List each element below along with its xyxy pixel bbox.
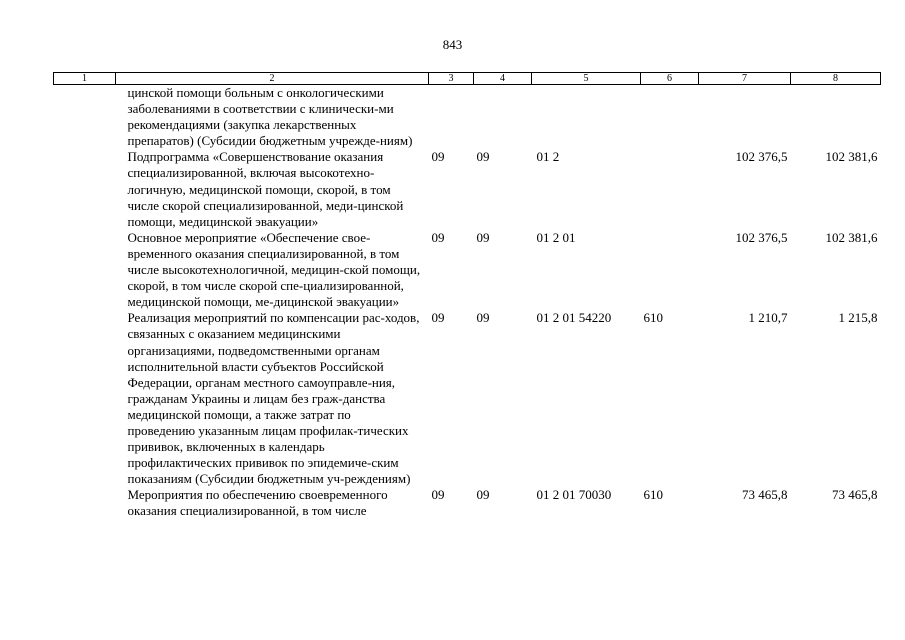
column-number: 4 xyxy=(474,73,532,85)
column-number: 1 xyxy=(54,73,116,85)
section-code-cell: 09 xyxy=(431,229,445,245)
column-number: 8 xyxy=(791,73,881,85)
expense-type-cell xyxy=(641,149,699,229)
column-number: 5 xyxy=(532,73,641,85)
row-name-cell: Основное мероприятие «Обеспечение свое-временного оказания специализированной, в том числе высокотехнологичной, медицин-ской помощи, скорой, в том числе скорой спе-циализированной, медицинской помощи, ме-дицинской эвакуации» xyxy=(127,229,421,310)
amount-cell-2: 73 465,8 xyxy=(832,487,878,503)
amount-cell-1: 102 376,5 xyxy=(735,149,788,165)
row-name-cell: Подпрограмма «Совершенствование оказания специализированной, включая высокотехно-логичную, медицинской помощи, скорой, в том числе скорой специализированной, меди-цинской помощи, медицинской эвакуации» xyxy=(127,149,404,229)
table-row xyxy=(54,230,881,310)
column-number: 2 xyxy=(116,73,429,85)
table-row xyxy=(54,85,881,150)
row-number-cell xyxy=(54,149,116,229)
expense-type-cell xyxy=(641,230,699,310)
expense-type-cell: 610 xyxy=(643,487,663,503)
column-number: 3 xyxy=(429,73,474,85)
row-number-cell xyxy=(54,230,116,310)
subsection-code-cell: 09 xyxy=(476,229,490,245)
column-number-header xyxy=(54,73,881,85)
amount-cell-1: 102 376,5 xyxy=(735,229,788,245)
row-number-cell xyxy=(54,310,116,487)
section-code-cell: 09 xyxy=(431,310,445,326)
row-name-cell: Реализация мероприятий по компенсации рас-ходов, связанных с оказанием медицинскими организациями, подведомственными органам исполнительной власти субъектов Российской Федерации, органам местного самоуправле-ния, гражданам Украины и лицам без граж-данства медицинской помощи, а также затрат по проведению указанным лицам профилак-тических прививок, включенных в календарь профилактических прививок по эпидемиче-ским показаниям (Субсидии бюджетным уч-реждениям) xyxy=(127,310,420,487)
page-number: 843 xyxy=(442,37,463,52)
target-article-cell xyxy=(532,85,641,150)
amount-cell-2: 102 381,6 xyxy=(825,149,878,165)
expense-type-cell xyxy=(641,85,699,150)
target-article-cell: 01 2 01 xyxy=(536,229,576,245)
amount-cell-2 xyxy=(791,85,881,150)
column-number: 7 xyxy=(699,73,791,85)
table-row xyxy=(54,310,881,487)
section-code-cell: 09 xyxy=(431,487,445,503)
table-row xyxy=(54,149,881,229)
row-name-cell: Мероприятия по обеспечению своевременного оказания специализированной, в том числе xyxy=(127,487,388,519)
section-code-cell: 09 xyxy=(431,149,445,165)
subsection-code-cell: 09 xyxy=(476,487,490,503)
amount-cell-1 xyxy=(699,85,791,150)
budget-table xyxy=(53,72,881,520)
amount-cell-1: 1 210,7 xyxy=(748,310,788,326)
row-number-cell xyxy=(54,487,116,519)
column-number: 6 xyxy=(641,73,699,85)
amount-cell-2: 1 215,8 xyxy=(838,310,878,326)
section-code-cell xyxy=(429,85,474,150)
row-name-cell: цинской помощи больным с онкологическими заболеваниями в соответствии с клинически-ми рекомендациями (закупка лекарственных препаратов) (Субсидии бюджетным учрежде-ниям) xyxy=(127,85,413,149)
target-article-cell: 01 2 xyxy=(536,149,560,165)
target-article-cell: 01 2 01 70030 xyxy=(536,487,612,503)
subsection-code-cell xyxy=(474,85,532,150)
row-number-cell xyxy=(54,85,116,150)
amount-cell-1: 73 465,8 xyxy=(742,487,788,503)
subsection-code-cell: 09 xyxy=(476,149,490,165)
expense-type-cell: 610 xyxy=(643,310,663,326)
table-row xyxy=(54,487,881,519)
target-article-cell: 01 2 01 54220 xyxy=(536,310,612,326)
amount-cell-2: 102 381,6 xyxy=(825,229,878,245)
subsection-code-cell: 09 xyxy=(476,310,490,326)
